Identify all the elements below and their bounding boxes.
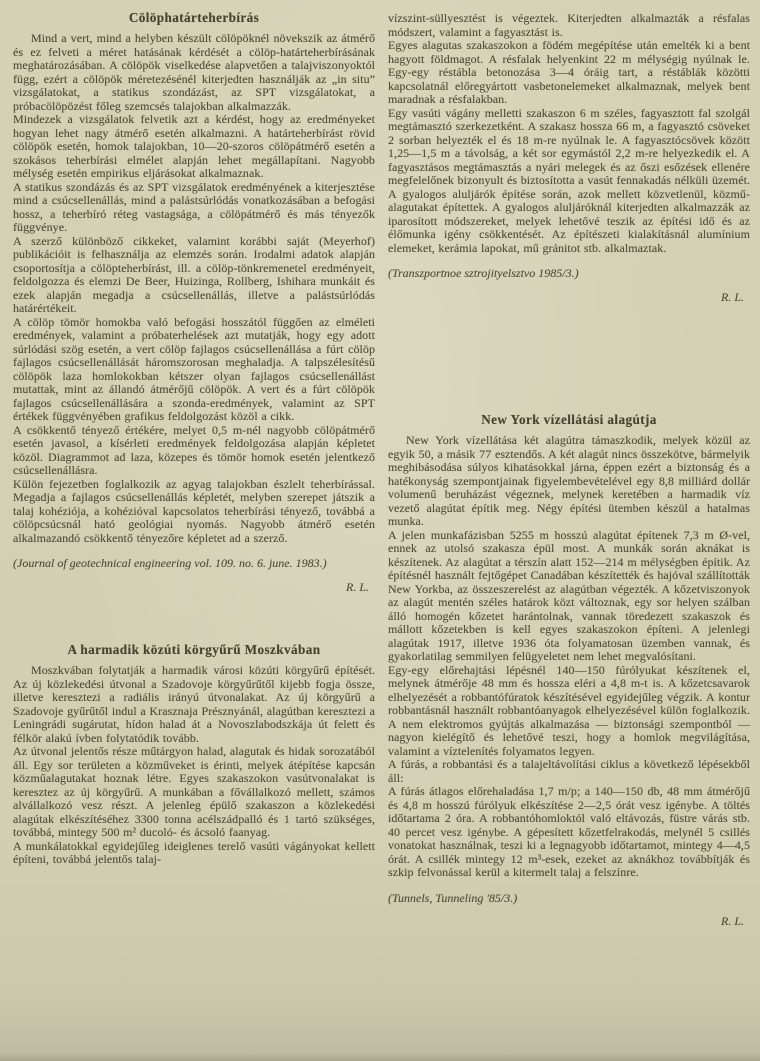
article-paragraph: A fúrás átlagos előrehaladása 1,7 m/p; a 140—150 db, 48 mm átmérőjű és 4,8 m hosszú fúrólyuk elkészítése 2—2,5 órát vesz igénybe. A töltés időtartama 2 óra. A robbantóhomloktól való eltávozás, füstre várás stb. 40 percet vesz igénybe. A gépesített kőzetfelrakodás, melynél 5 csillés vonatokat használnak, teszi ki a legnagyobb időtartamot, mintegy 4—4,5 órát. A csillék mintegy 12 m³-esek, ezeket az aknákhoz továbbítják és szkip felvonással kerül a kitermelt talaj a felszínre. — [388, 784, 750, 879]
article-citation: (Transzportnoe sztrojityelsztvo 1985/3.) — [388, 266, 579, 280]
article-paragraph: Egy vasúti vágány melletti szakaszon 6 m széles, fagyasztott fal szolgál megtámasztó szerkezetként. A szakasz hossza 66 m, a fagyasztó csöveket 2 sorban helyezték el és 18 m-re nyúlnak le. A fagyasztócsövek között 1,25—1,5 m a távolság, a két sor egymástól 2,2 m-re helyezkedik el. A fagyasztásos megtámasztás a nyári melegek és az őszi esőzések ellenére megfelelőnek bizonyult és biztosította a vasút fennakadás nélküli üzemét. — [388, 105, 751, 187]
article-paragraph: A munkálatokkal egyidejűleg ideiglenes terelő vasúti vágányokat kellett építeni, továbbá jelentős talaj- — [13, 838, 375, 866]
article-paragraph: A fúrás, a robbantási és a talajeltávolítási ciklus a következő lépésekből áll: — [388, 757, 750, 785]
article-signature: R. L. — [345, 579, 369, 594]
left-column — [13, 0, 375, 867]
right-column — [388, 0, 750, 929]
article-title: New York vízellátási alagútja — [481, 412, 657, 427]
article-new-york-water-tunnel — [388, 412, 750, 929]
article-moscow-ring-road — [13, 642, 375, 867]
article-paragraph: Egy-egy előrehajtási lépésnél 140—150 fúrólyukat készítenek el, melynek átmérője 48 mm és hossza eléri a 4,8 m-t is. A kőzetcsavarok elhelyezését a robbantófúratok készítésével egyidejűleg végzik. A kontur robbantásnál használt robbantóanyagok elhelyezésével külön foglalkozik. A nem elektromos gyújtás alkalmazása — biztonsági szempontból — nagyon kielégítő és lehetővé teszi, hogy a homlok megvilágítása, valamint a víztelenítés folyamatos legyen. — [388, 662, 750, 758]
article-paragraph: Mind a vert, mind a helyben készült cölöpöknél növekszik az átmérő és ez felveti a méret hatásának kérdését a cölöp-határteherbírásának meghatározásában. A cölöpök viselkedése alapvetően a talajviszonyoktól függ, ezért a cölöpök méretezésénél kiterjedten használják az „in situ” vizsgálatokat, a statikus szondázást, az SPT vizsgálatokat, a próbacölöpözést főleg szemcsés talajokban alkalmazzák. — [13, 31, 375, 113]
article-paragraph: Moszkvában folytatják a harmadik városi közúti körgyűrű építését. Az új közlekedési útvonal a Szadovoje körgyűrűtől kijebb fogja össze, illetve keresztezi a radiális irányú útvonalakat. Az új körgyűrű a Szadovoje gyűrűtől indul a Krasznaja Présznyánál, alagútban keresztezi a Leningrádi sugárutat, hídon halad át a Novoszlabodszkája út felett és félkör alakú ívben folytatódik tovább. — [13, 663, 375, 745]
article-signature: R. L. — [720, 914, 744, 928]
article-paragraph: Mindezek a vizsgálatok felvetik azt a kérdést, hogy az eredményeket hogyan lehet nagy átmérő esetén alkalmazni. A határteherbírást rövid cölöpök esetén, homok talajokban, 10—20-szoros cölöpátmérő esetén a szokásos teherbírási elmélet alapján lehet megállapítani. Nagyobb mélység esetén empirikus eljárásokat alkalmaznak. — [13, 112, 375, 180]
article-paragraph: Külön fejezetben foglalkozik az agyag talajokban észlelt teherbírással. Megadja a fajlagos csúcsellenállás képletét, melyben szerepet játszik a talaj kohéziója, a kohézióval kapcsolatos teherbírási tényező, továbbá a cölöpcsúcsnál ható geológiai nyomás. Nagyobb átmérő esetén alkalmazandó csökkentő tényezőre képletet ad a szerző. — [13, 476, 375, 545]
article-signature: R. L. — [720, 289, 744, 304]
article-paragraph: vízszint-süllyesztést is végeztek. Kiterjedten alkalmazták a résfalas módszert, valamint a fagyasztást is. — [388, 11, 750, 39]
article-moscow-ring-road-continuation — [388, 0, 750, 304]
article-title: Cölöphatárteherbírás — [128, 10, 260, 25]
article-paragraph: New York vízellátása két alagútra támaszkodik, melyek közül az egyik 50, a másik 77 esztendős. A két alagút nincs összekötve, bármelyik meghibásodása súlyos kihatásokkal járna, éppen ezért a biztonság és a hatékonyság szempontjainak figyelembevételével egy 8,8 milliárd dollár volumenű beruházást végeznek, melynek keretében a harmadik víz vezető alagútat építik meg. Négy építési ütemben készül a hatalmas munka. — [388, 433, 750, 528]
article-pile-bearing-capacity — [13, 0, 375, 594]
article-paragraph: A statikus szondázás és az SPT vizsgálatok eredményének a kiterjesztése mind a csúcsellenállás, mind a palástsúrlódás vonatkozásában a befogási hossz, a teherbíró réteg vastagsága, a cölöpátmérő és más tényezők függvénye. — [13, 179, 375, 234]
article-paragraph: A csökkentő tényező értékére, melyet 0,5 m-nél nagyobb cölöpátmérő esetén javasol, a kísérleti eredmények feldolgozása alapján képletet közöl. Diagrammot ad laza, közepes és tömör homok esetén jelentkező csúcsellenállásra. — [13, 422, 375, 477]
article-paragraph: Egyes alagutas szakaszokon a födém megépítése után emelték ki a bent hagyott földmagot. A résfalak helyenkint 22 m mélységig nyúlnak le. Egy-egy réstábla betonozása 3—4 óráig tart, a réstáblák közötti kapcsolatnál előregyártott vasbetonelemeket alkalmaznak, melyek bent maradnak a résfalakban. — [388, 38, 750, 106]
article-paragraph: Az útvonal jelentős része műtárgyon halad, alagutak és hidak sorozatából áll. Egy sor területen a közműveket is érinti, melyek átépítése kapcsán közműalagutakat hoznak létre. Egyes szakaszokon vasútvonalakat is keresztez az új körgyűrű. A munkában a fővállalkozó mellett, számos alvállalkozó vesz részt. A jelenleg épülő szakaszon a közlekedési alagútak elkészítéséhez 3300 tonna acélszádpalló és 1 tartó szükséges, továbbá, mintegy 500 m² ducoló- és ácsoló faanyag. — [13, 744, 375, 839]
article-paragraph: A jelen munkafázisban 5255 m hosszú alagútat építenek 7,3 m Ø-vel, ennek az utolsó szakasza épül most. A munkák során aknákat is készítenek. Az alagútat a térszín alatt 152—214 m mélységben építik. Az építésnél használt fejtőgépet Canadában készítették és hajóval szállították New Yorkba, az összeszerelést az alagútban végezték. A kőzetviszonyok az alagút mentén széles határok közt változnak, egy sor helyen szálban álló homogén kőzetet harántolnak, vannak töredezett szakaszok és mállott kőzetekben is kell egyes szakaszokon építeni. A jelenlegi alagútak 1917, illetve 1936 óta folyamatosan üzemben vannak, és gyakorlatilag semmilyen felügyeletet nem lehet megvalósítani. — [388, 527, 750, 663]
article-citation: (Tunnels, Tunneling '85/3.) — [388, 890, 518, 905]
article-paragraph: A szerző különböző cikkeket, valamint korábbi saját (Meyerhof) publikációit is felhasználja az elemzés során. Irodalmi adatok alapján csoportosítja a cölöpteherbírást, ill. a cölöp-tönkremenetel eredményeit, feldolgozza és elemzi De Beer, Huizinga, Rollberg, Ishihara munkáit és ezek alapján megadja a csúcsellenállás, illetve a palástsúrlódás határértékeit. — [13, 233, 375, 315]
article-citation: (Journal of geotechnical engineering vol. 109. no. 6. june. 1983.) — [13, 556, 327, 570]
article-paragraph: A gyalogos aluljárók építése során, azok mellett közvetlenül, közmű-alagutakat építettek. A gyalogos aluljáróknál kiterjedten alkalmazzák az iparosított módszereket, melyek lehetővé teszik az építési idő és az élőmunka igény csökkentését. Az építészeti kialakításnál alumínium elemeket, kerámia lapokat, mű gránitot stb. alkalmaztak. — [388, 186, 750, 255]
article-paragraph: A cölöp tömör homokba való befogási hosszától függően az elméleti eredmények, valamint a próbaterhelések azt mutatják, hogy egy adott súrlódási szög esetén, a vert cölöp fajlagos csúcsellenállása a fúrt cölöp fajlagos csúcsellenállását háromszorosan meghaladja. A talpszélesítésű cölöpök laza homlokokban kétszer olyan fajlagos csúcsellenállást mutattak, mint az állandó átmérőjű cölöpök. A vert és a fúrt cölöpök fajlagos csúcsellenállására a szonda-eredmények, valamint az SPT értékek függvényében grafikus feldolgozást közöl a cikk. — [13, 314, 375, 423]
article-title: A harmadik közúti körgyűrű Moszkvában — [67, 642, 321, 657]
